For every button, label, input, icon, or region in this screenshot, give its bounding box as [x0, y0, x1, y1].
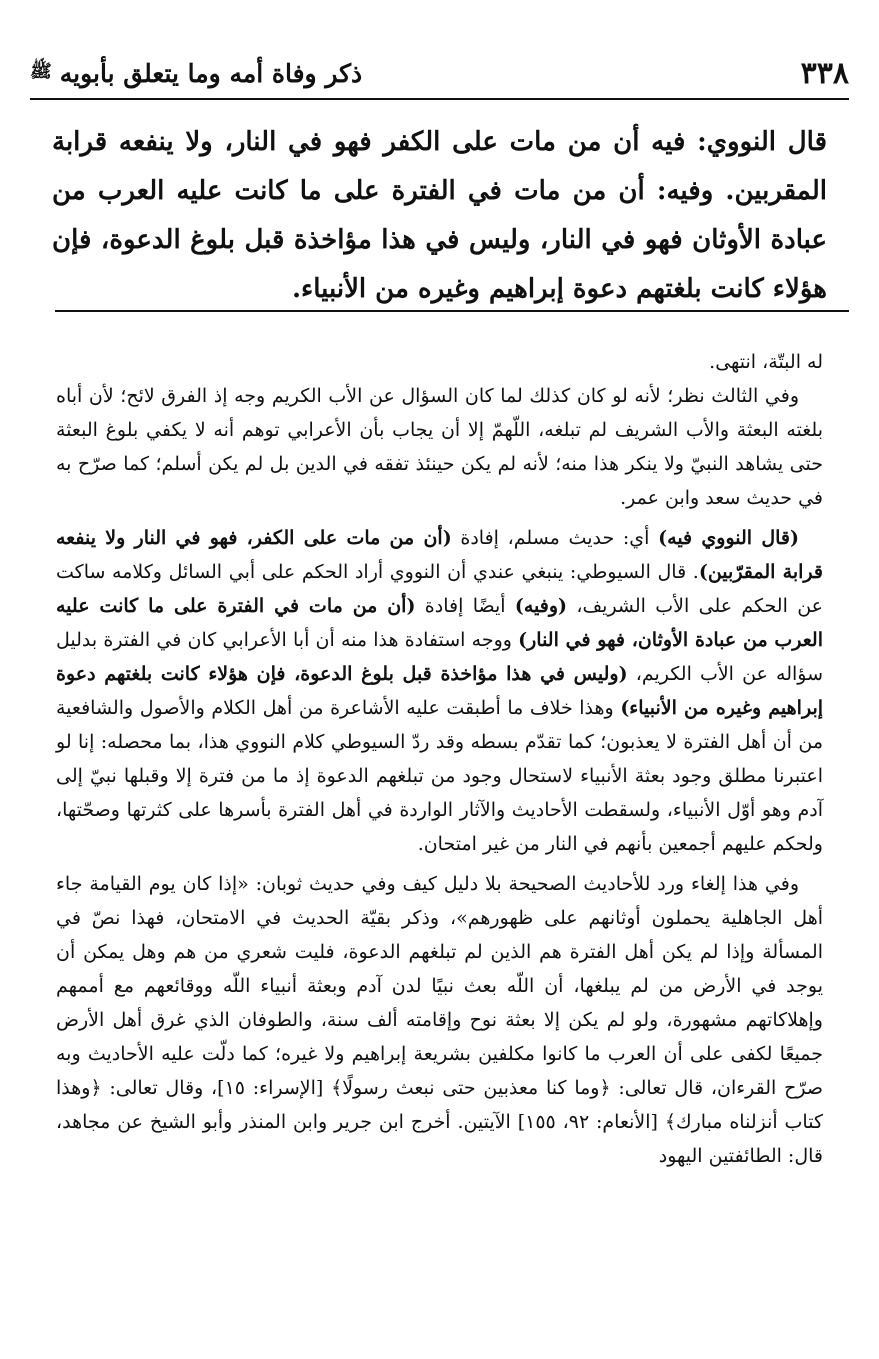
commentary-text: ووجه استفادة هذا منه أن أبا الأعرابي كان في الفترة بدليل سؤاله عن الأب الكريم، [56, 629, 824, 685]
commentary-paragraph: وفي هذا إلغاء ورد للأحاديث الصحيحة بلا دليل كيف وفي حديث ثوبان: «إذا كان يوم القيامة جاء أهل الجاهلية يحملون أوثانهم على ظهورهم»، وذكر بقيّة الحديث في الامتحان، فهذا نصّ في المسألة وإذا لم يكن أهل الفترة هم الذين لم تبلغهم الدعوة، فليت شعري من هم وهل يمكن أن يوجد في الأرض من لم يبلغها، أن اللّه بعث نبيًا لدن آدم وبعثة أنبياء اللّه ووقائعهم مع أممهم وإهلاكاتهم مشهورة، ولو لم يكن إلا بعثة نوح وإقامته ألف سنة، والطوفان الذي غرق أهل الأرض جميعًا لكفى على أن العرب ما كانوا مكلفين بشريعة إبراهيم ولا غيره؛ كما دلّت عليه الأحاديث وبه صرّح القرءان، قال تعالى: ﴿وما كنا معذبين حتى نبعث رسولًا﴾ [الإسراء: ١٥]، وقال تعالى: ﴿وهذا كتاب أنزلناه مبارك﴾ [الأنعام: ٩٢، ١٥٥] الآيتين. أخرج ابن جرير وابن المنذر وأبو الشيخ عن مجاهد، قال: الطائفتين اليهود [56, 873, 823, 1167]
divider-line [55, 310, 849, 312]
running-title-text: ذكر وفاة أمه وما يتعلق بأبويه [59, 58, 363, 88]
quoted-matn: (وفيه) [514, 595, 568, 617]
quoted-matn: (أن من مات في الفترة على ما كانت عليه العرب من عبادة الأوثان، فهو في النار) [56, 595, 823, 651]
commentary-text: أي: حديث مسلم، إفادة [451, 527, 659, 549]
commentary-text: أيضًا إفادة [415, 595, 515, 617]
quoted-matn: (أن من مات على الكفر، فهو في النار ولا ينفعه قرابة المقرّبين) [56, 527, 823, 583]
quoted-matn: (وليس في هذا مؤاخذة قبل بلوغ الدعوة، فإن هؤلاء كانت بلغتهم دعوة إبراهيم وغيره من الأنبياء) [56, 663, 824, 719]
commentary-text: وهذا خلاف ما أطبقت عليه الأشاعرة من أهل الكلام والأصول والشافعية من أن أهل الفترة لا يعذبون؛ كما تقدّم بسطه وقد ردّ السيوطي كلام النووي هذا، بما محصله: إنا لو اعتبرنا مطلق وجود بعثة الأنبياء لاستحال وجود من تبلغهم الدعوة إذ ما من فترة إلا وقبلها نبيّ إلى آدم وهو أوّل الأنبياء، ولسقطت الأحاديث والآثار الواردة في أهل الفترة بأسرها على كثرتها وصحّتها، ولحكم عليهم أجمعين بأنهم في النار من غير امتحان. [56, 697, 823, 855]
honorific-seal-icon: ﷺ [30, 61, 52, 82]
commentary [56, 345, 823, 1173]
commentary-text: . قال السيوطي: ينبغي عندي أن النووي أراد الحكم على أبي السائل وكلامه ساكت عن الحكم على الأب الشريف، [56, 561, 823, 617]
commentary-paragraph: وفي الثالث نظر؛ لأنه لو كان كذلك لما كان السؤال عن الأب الكريم وجه إذ الفرق لائح؛ لأن أباه بلغته البعثة والأب الشريف لم تبلغه، اللّهمّ إلا أن يجاب بأن الأعرابي توهم أنه لا يكفي بلوغ البعثة حتى يشاهد النبيّ ولا ينكر هذا منه؛ لأنه لم يكن حينئذ تفقه في الدين بل لم يكن أسلم؛ كما صرّح به في حديث سعد وابن عمر. [56, 385, 823, 509]
commentary-paragraph [56, 521, 823, 861]
quoted-matn: (قال النووي فيه) [658, 527, 799, 549]
page-number: ٣٣٨ [800, 55, 849, 91]
running-title [30, 59, 362, 88]
page-header [30, 48, 849, 100]
commentary-paragraph: له البتّة، انتهى. [709, 351, 823, 373]
main-text: قال النووي: فيه أن من مات على الكفر فهو في النار، ولا ينفعه قرابة المقربين. وفيه: أن من مات في الفترة على ما كانت عليه العرب من عبادة الأوثان فهو في النار، وليس في هذا مؤاخذة قبل بلوغ الدعوة، فإن هؤلاء كانت بلغتهم دعوة إبراهيم وغيره من الأنبياء. [52, 127, 827, 304]
